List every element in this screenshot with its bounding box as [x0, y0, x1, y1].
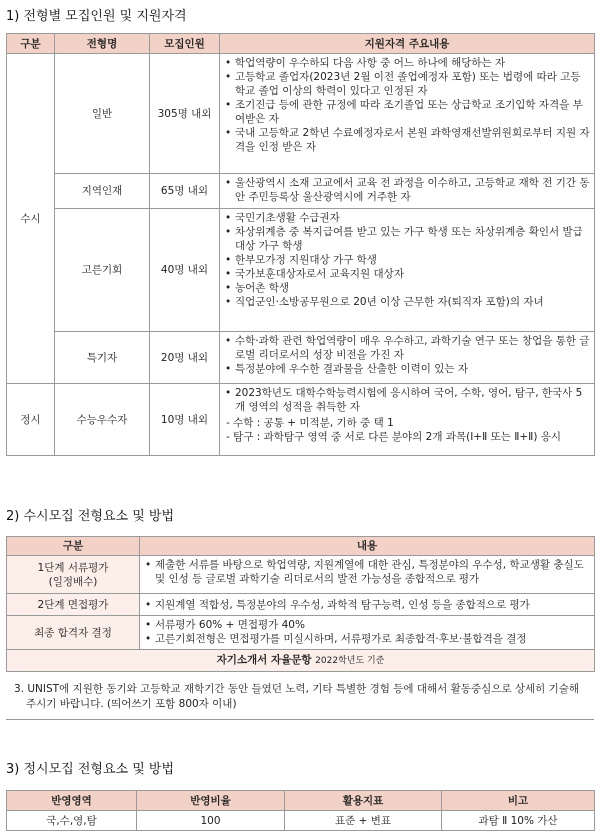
- stage-label: [7, 556, 140, 594]
- quota-value: 305명 내외: [150, 54, 220, 174]
- track-name: 수능우수자: [55, 384, 150, 456]
- index-value: 표준 + 변표: [285, 811, 442, 831]
- essay-question-note: [6, 679, 594, 720]
- bullet-item: • 국민기초생활 수급권자: [224, 211, 590, 225]
- table-row: [7, 384, 595, 456]
- track-name: 고른기회: [55, 209, 150, 332]
- bullet-item: • 고등학교 졸업자(2023년 2월 이전 졸업예정자 포함) 또는 법령에 따라 고등학교 졸업 이상의 학력이 있다고 인정된 자: [224, 70, 590, 98]
- quota-value: 10명 내외: [150, 384, 220, 456]
- header-note: 비고: [442, 791, 595, 811]
- table-row: [7, 209, 595, 332]
- table-row: [7, 594, 595, 616]
- bullet-item: • 국내 고등학교 2학년 수료예정자로서 본원 과학영재선발위원회로부터 지원 자격을 인정 받은 자: [224, 126, 590, 154]
- header-quota: 모집인원: [150, 34, 220, 54]
- quota-value: 20명 내외: [150, 332, 220, 384]
- category-susi: 수시: [7, 54, 55, 384]
- quota-value: 65명 내외: [150, 174, 220, 209]
- table-row: [7, 332, 595, 384]
- quota-value: 40명 내외: [150, 209, 220, 332]
- header-category: 구분: [7, 34, 55, 54]
- header-eligibility: 지원자격 주요내용: [220, 34, 595, 54]
- eligibility-cell: [220, 54, 595, 174]
- bullet-item: • 직업군인·소방공무원으로 20년 이상 근무한 자(퇴직자 포함)의 자녀: [224, 295, 590, 309]
- essay-question-bar: [7, 650, 595, 672]
- stage-label-subline: (일정배수): [48, 575, 98, 588]
- track-name: 특기자: [55, 332, 150, 384]
- section3-title: 3) 정시모집 전형요소 및 방법: [6, 762, 175, 777]
- essay-question-text: 3. UNIST에 지원한 동기와 고등학교 재학기간 동안 들였던 노력, 기타 특별한 경험 등에 대해서 활동중심으로 상세히 기술해: [14, 683, 580, 695]
- bullet-item: • 고른기회전형은 면접평가를 미실시하며, 서류평가로 최종합격·후보·불합격을 결정: [144, 632, 590, 646]
- table-row: [7, 811, 595, 831]
- table-header-row: [7, 34, 595, 54]
- eligibility-cell: [220, 209, 595, 332]
- bullet-item: • 지원계열 적합성, 특정분야의 우수성, 과학적 탐구능력, 인성 등을 종합적으로 평가: [144, 598, 590, 612]
- subject-requirement-math: - 수학 : 공통 + 미적분, 기하 중 택 1: [226, 417, 394, 429]
- essay-question-title: 자기소개서 자율문항: [216, 654, 312, 666]
- bullet-item: • 서류평가 60% + 면접평가 40%: [144, 618, 590, 632]
- header-area: 반영영역: [7, 791, 137, 811]
- susi-evaluation-table: [6, 536, 595, 672]
- bullet-item: • 제출한 서류를 바탕으로 학업역량, 지원계열에 대한 관심, 특정분야의 우수성, 학교생활 충실도 및 인성 등 글로벌 과학기술 리더로서의 발전 가능성을 종합적으로 평가: [144, 558, 590, 586]
- eligibility-cell: [220, 174, 595, 209]
- section2-title: 2) 수시모집 전형요소 및 방법: [6, 509, 175, 524]
- bullet-item: • 국가보훈대상자로서 교육지원 대상자: [224, 267, 590, 281]
- area-value: 국,수,영,탐: [7, 811, 137, 831]
- section1-title: 1) 전형별 모집인원 및 지원자격: [6, 9, 187, 24]
- eligibility-cell: [220, 332, 595, 384]
- bullet-item: • 울산광역시 소재 고교에서 교육 전 과정을 이수하고, 고등학교 재학 전 기간 동안 주민등록상 울산광역시에 거주한 자: [224, 176, 590, 204]
- stage-content: [140, 556, 595, 594]
- stage-label-line: 1단계 서류평가: [37, 561, 109, 574]
- header-track: 전형명: [55, 34, 150, 54]
- header-content: 내용: [140, 537, 595, 556]
- stage-label: 2단계 면접평가: [7, 594, 140, 616]
- bullet-item: • 특정분야에 우수한 결과물을 산출한 이력이 있는 자: [224, 362, 590, 376]
- bullet-item: • 2023학년도 대학수학능력시험에 응시하여 국어, 수학, 영어, 탐구, 한국사 5개 영역의 성적을 취득한 자: [224, 386, 590, 414]
- jeongsi-evaluation-table: [6, 790, 595, 831]
- stage-label: 최종 합격자 결정: [7, 616, 140, 650]
- bullet-item: • 차상위계층 중 복지급여를 받고 있는 가구 학생 또는 차상위계층 확인서 발급 대상 가구 학생: [224, 225, 590, 253]
- essay-question-text-cont: 주시기 바랍니다. (띄어쓰기 포함 800자 이내): [26, 698, 237, 710]
- track-name: 일반: [55, 54, 150, 174]
- essay-question-year: 2022학년도 기준: [315, 656, 385, 666]
- track-name: 지역인재: [55, 174, 150, 209]
- table-row: [7, 174, 595, 209]
- table-row: [7, 616, 595, 650]
- bullet-item: • 한부모가정 지원대상 가구 학생: [224, 253, 590, 267]
- header-index: 활용지표: [285, 791, 442, 811]
- subject-requirement-inquiry: - 탐구 : 과학탐구 영역 중 서로 다른 분야의 2개 과목(Ⅰ+Ⅱ 또는 Ⅱ+Ⅱ) 응시: [226, 431, 562, 443]
- bullet-item: • 농어촌 학생: [224, 281, 590, 295]
- note-value: 과탐 Ⅱ 10% 가산: [442, 811, 595, 831]
- header-category: 구분: [7, 537, 140, 556]
- bullet-item: • 학업역량이 우수하되 다음 사항 중 어느 하나에 해당하는 자: [224, 56, 590, 70]
- table-row: [7, 556, 595, 594]
- eligibility-cell: [220, 384, 595, 456]
- stage-content: [140, 594, 595, 616]
- table-header-row: [7, 791, 595, 811]
- ratio-value: 100: [137, 811, 285, 831]
- admission-quota-table: [6, 33, 595, 456]
- category-jeongsi: 정시: [7, 384, 55, 456]
- table-header-row: [7, 537, 595, 556]
- header-ratio: 반영비율: [137, 791, 285, 811]
- bullet-item: • 수학·과학 관련 학업역량이 매우 우수하고, 과학기술 연구 또는 창업을 통한 글로벌 리더로서의 성장 비전을 가진 자: [224, 334, 590, 362]
- stage-content: [140, 616, 595, 650]
- table-row: [7, 54, 595, 174]
- bullet-item: • 조기진급 등에 관한 규정에 따라 조기졸업 또는 상급학교 조기입학 자격을 부여받은 자: [224, 98, 590, 126]
- essay-question-header: [7, 650, 595, 672]
